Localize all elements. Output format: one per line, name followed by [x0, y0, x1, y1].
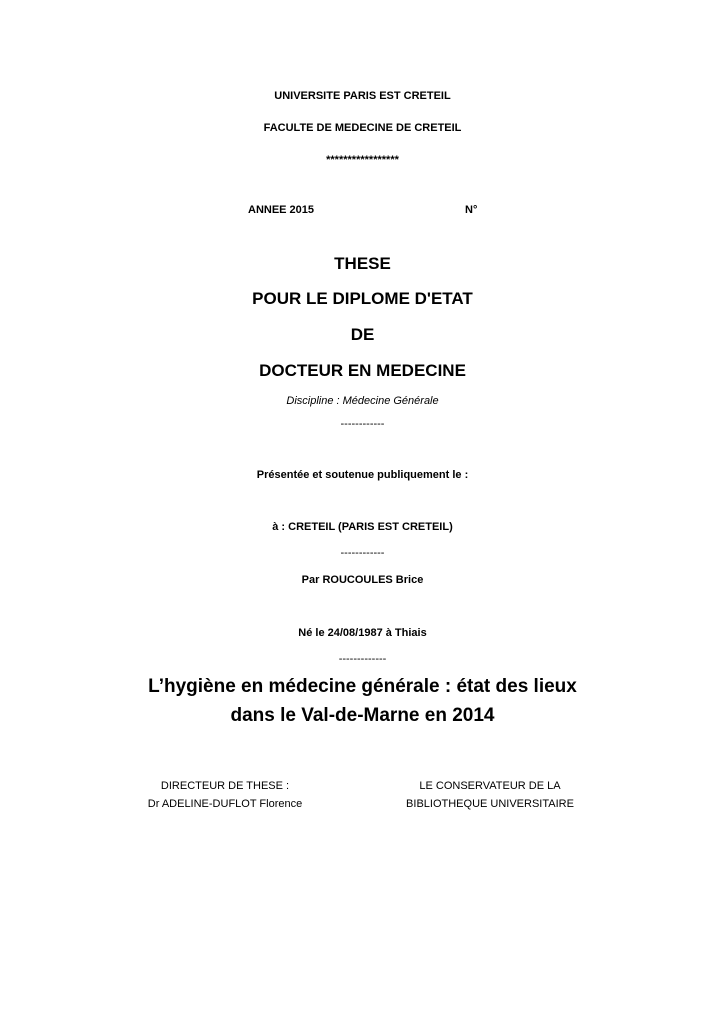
- thesis-title-line-1: L’hygiène en médecine générale : état des lieux: [148, 676, 577, 697]
- presentation-text: Présentée et soutenue publiquement le :: [256, 469, 469, 481]
- director-block: [130, 777, 320, 813]
- location-text: à : CRETEIL (PARIS EST CRETEIL): [272, 521, 453, 533]
- thesis-title-line-2: dans le Val-de-Marne en 2014: [230, 705, 495, 726]
- dash-separator: ------------: [340, 547, 385, 559]
- thesis-number-label: N°: [465, 204, 478, 216]
- academic-year: ANNEE 2015: [248, 204, 315, 216]
- director-label: DIRECTEUR DE THESE :: [160, 780, 290, 792]
- dash-separator: ------------: [340, 418, 385, 430]
- de-heading: DE: [350, 325, 375, 344]
- dash-separator: -------------: [338, 653, 387, 665]
- diploma-heading: POUR LE DIPLOME D'ETAT: [252, 289, 473, 308]
- doctor-heading: DOCTEUR EN MEDECINE: [259, 361, 466, 380]
- these-heading: THESE: [334, 254, 391, 273]
- author-name: Par ROUCOULES Brice: [301, 574, 424, 586]
- faculty-name: FACULTE DE MEDECINE DE CRETEIL: [263, 122, 462, 134]
- curator-block: [395, 777, 585, 813]
- university-name: UNIVERSITE PARIS EST CRETEIL: [274, 90, 451, 102]
- discipline-text: Discipline : Médecine Générale: [286, 395, 439, 407]
- birth-info: Né le 24/08/1987 à Thiais: [298, 627, 427, 639]
- curator-label-line-2: BIBLIOTHEQUE UNIVERSITAIRE: [406, 798, 574, 810]
- curator-label-line-1: LE CONSERVATEUR DE LA: [419, 780, 561, 792]
- director-name: Dr ADELINE-DUFLOT Florence: [147, 798, 303, 810]
- star-separator: *****************: [326, 154, 399, 166]
